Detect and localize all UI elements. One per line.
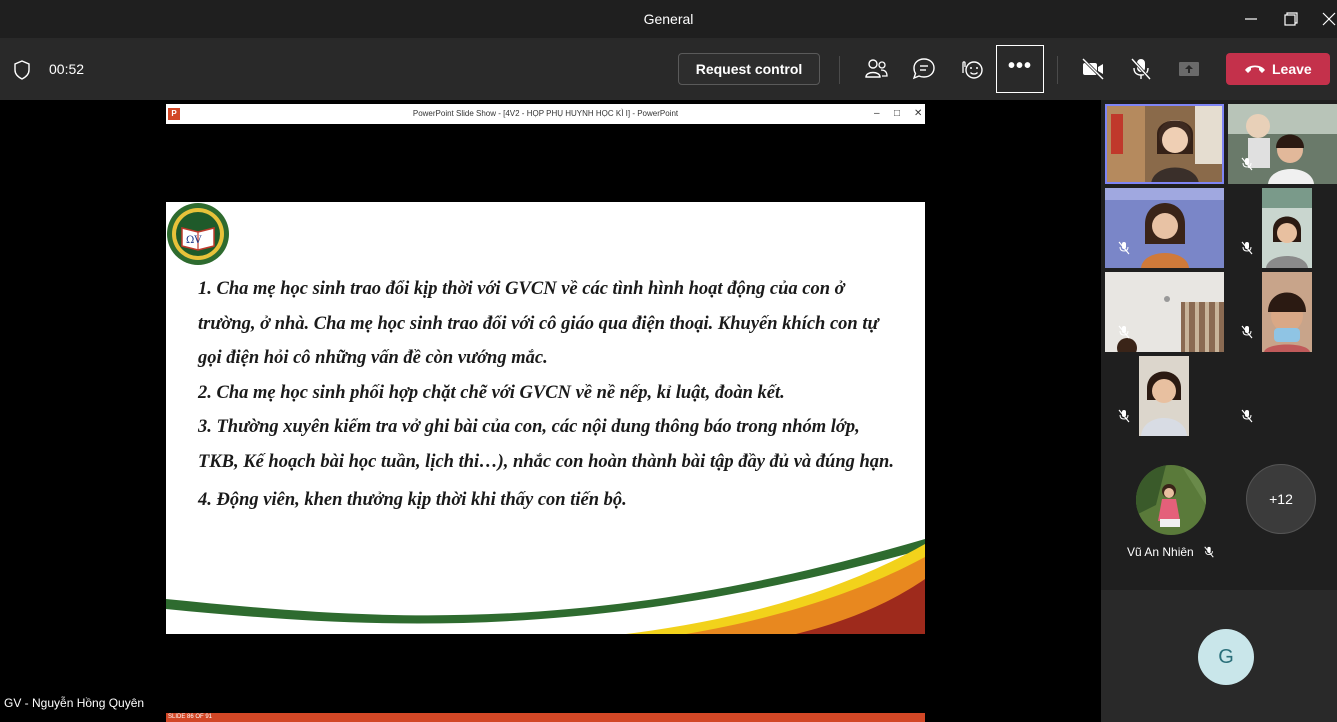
- powerpoint-title-bar: [166, 104, 925, 124]
- people-icon[interactable]: [862, 55, 890, 83]
- mic-off-icon: [1240, 241, 1254, 255]
- slide-decoration: [166, 539, 925, 634]
- restore-icon[interactable]: [1278, 6, 1304, 32]
- slide-point-3: 3. Thường xuyên kiểm tra vở ghi bài của con, các nội dung thông báo trong nhóm lớp, TKB, Kế hoạch bài học tuần, lịch thi…), nhắc con hoàn thành bài tập đầy đủ và đúng hạn.: [198, 417, 894, 472]
- chat-icon[interactable]: [910, 55, 938, 83]
- video-tile[interactable]: [1228, 104, 1337, 184]
- close-icon[interactable]: [1316, 6, 1337, 32]
- mic-off-icon: [1117, 241, 1131, 255]
- mic-off-icon: [1117, 325, 1131, 339]
- participants-panel: [1101, 100, 1337, 722]
- mic-off-icon: [1240, 325, 1254, 339]
- self-view-area: [1101, 590, 1337, 722]
- video-tile[interactable]: [1105, 272, 1224, 352]
- title-bar: [0, 0, 1337, 38]
- video-tile[interactable]: [1105, 356, 1224, 436]
- powerpoint-icon: P: [168, 108, 180, 120]
- mic-off-icon: [1240, 157, 1254, 171]
- mic-off-icon: [1203, 546, 1215, 558]
- ppt-close-icon: ✕: [914, 108, 923, 119]
- self-avatar[interactable]: G: [1198, 629, 1254, 685]
- more-actions-button[interactable]: •••: [996, 45, 1044, 93]
- slide: [166, 202, 925, 634]
- video-tile[interactable]: [1228, 356, 1337, 436]
- powerpoint-status-bar: SLIDE 86 OF 91: [166, 713, 925, 722]
- phone-hangup-icon: [1244, 62, 1266, 76]
- share-tray-icon[interactable]: [1175, 55, 1203, 83]
- mic-off-icon[interactable]: [1127, 55, 1155, 83]
- more-participants-button[interactable]: +12: [1246, 464, 1316, 534]
- video-tile[interactable]: [1105, 104, 1224, 184]
- powerpoint-window-title: PowerPoint Slide Show - [4V2 - HỌP PHỤ HUYNH HỌC KÌ I] - PowerPoint: [412, 109, 679, 118]
- logo-lettering: ΩV: [186, 235, 202, 246]
- slide-point-1: 1. Cha mẹ học sinh trao đổi kịp thời với GVCN về các tình hình hoạt động của con ở trường, ở nhà. Cha mẹ học sinh trao đổi với cô giáo qua điện thoại. Khuyến khích con tự gọi điện hỏi cô những vấn đề còn vướng mắc.: [198, 279, 879, 368]
- meeting-timer: 00:52: [49, 61, 85, 77]
- slide-point-4: 4. Động viên, khen thưởng kịp thời khi thấy con tiến bộ.: [198, 490, 627, 510]
- window-title: General: [643, 11, 694, 27]
- toolbar-divider: [1057, 56, 1058, 84]
- ppt-minimize-icon: –: [874, 108, 880, 119]
- leave-button[interactable]: [1226, 53, 1330, 85]
- slide-body: [198, 272, 898, 518]
- participant-name: Vũ An Nhiên: [1127, 544, 1209, 559]
- request-control-button[interactable]: Request control: [678, 53, 820, 85]
- meeting-toolbar: [0, 38, 1337, 100]
- camera-off-icon[interactable]: [1079, 55, 1107, 83]
- school-logo: [166, 202, 230, 266]
- toolbar-divider: [839, 56, 840, 84]
- mic-off-icon: [1240, 409, 1254, 423]
- presenter-name: GV - Nguyễn Hồng Quyên: [4, 696, 145, 710]
- leave-label: Leave: [1272, 61, 1312, 77]
- slide-point-2: 2. Cha mẹ học sinh phối hợp chặt chẽ với GVCN về nề nếp, kỉ luật, đoàn kết.: [198, 382, 785, 403]
- avatar[interactable]: [1136, 465, 1206, 535]
- video-tile[interactable]: [1228, 188, 1337, 268]
- video-tile[interactable]: [1228, 272, 1337, 352]
- reactions-icon[interactable]: [957, 55, 985, 83]
- shield-icon: [13, 60, 31, 80]
- shared-screen: [0, 100, 1101, 722]
- video-tile[interactable]: [1105, 188, 1224, 268]
- mic-off-icon: [1117, 409, 1131, 423]
- ppt-restore-icon: □: [894, 108, 901, 119]
- minimize-icon[interactable]: [1238, 6, 1264, 32]
